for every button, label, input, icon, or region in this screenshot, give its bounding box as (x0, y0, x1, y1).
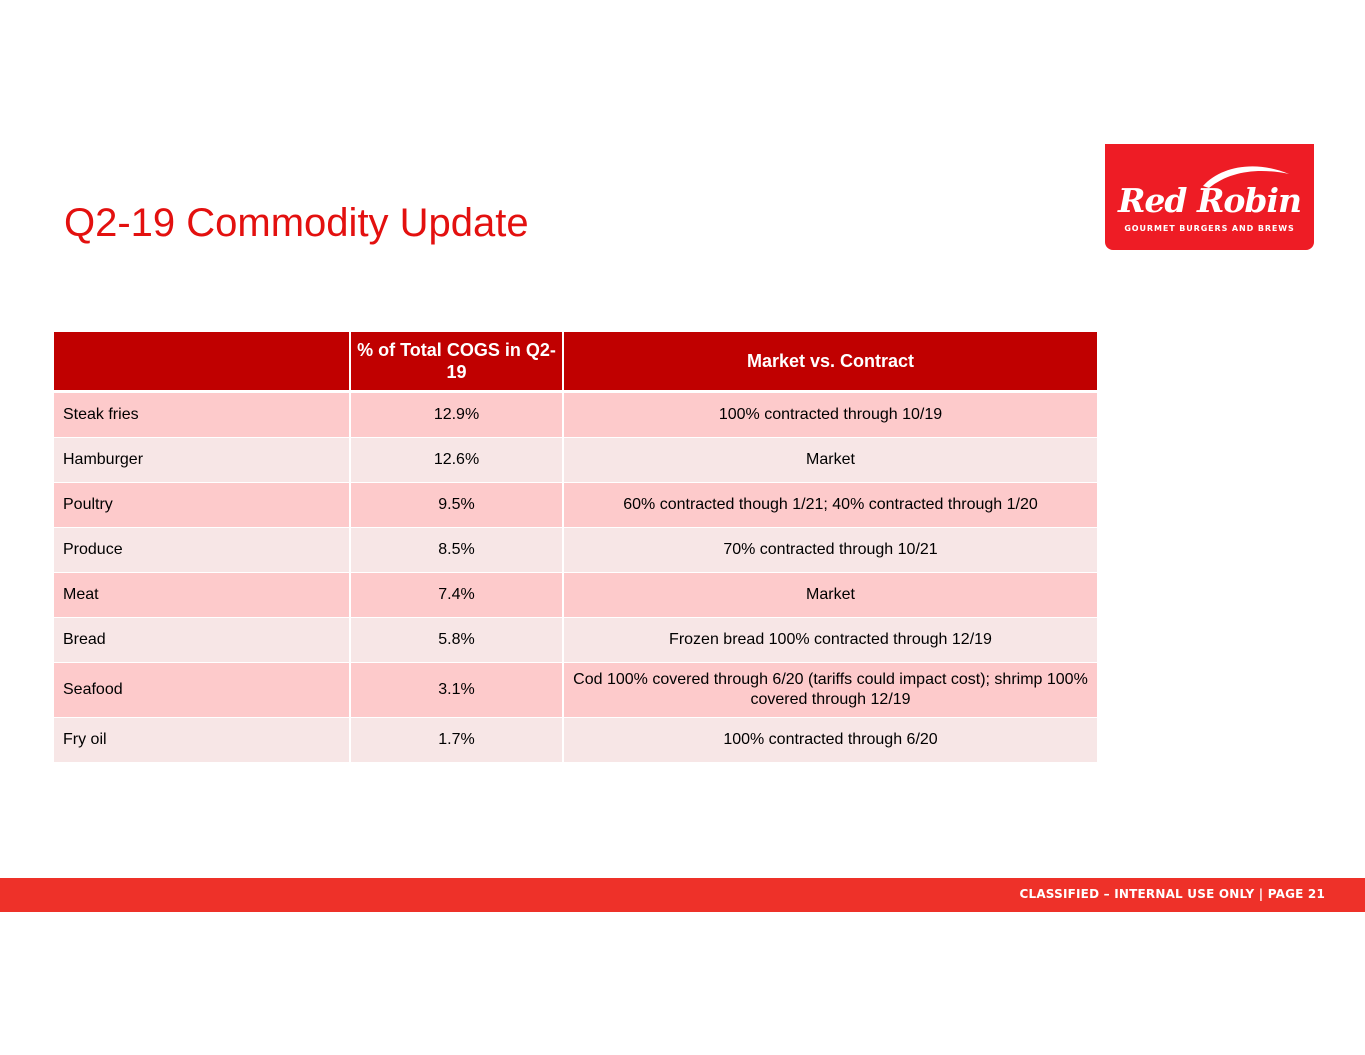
table-row (54, 663, 1097, 718)
table-row (54, 483, 1097, 528)
slide-title: Q2-19 Commodity Update (64, 201, 529, 245)
commodity-cell: Hamburger (54, 438, 351, 483)
commodity-cell: Seafood (54, 663, 351, 718)
commodity-table (54, 332, 1097, 763)
pct-cell: 8.5% (351, 528, 564, 573)
commodity-cell: Fry oil (54, 718, 351, 763)
status-cell: 60% contracted though 1/21; 40% contracted through 1/20 (564, 483, 1097, 528)
commodity-cell: Steak fries (54, 393, 351, 438)
pct-cell: 12.6% (351, 438, 564, 483)
table-row (54, 573, 1097, 618)
commodity-cell: Bread (54, 618, 351, 663)
logo-wordmark: Red Robin (1117, 181, 1302, 220)
header-market-vs-contract: Market vs. Contract (564, 332, 1097, 393)
commodity-cell: Poultry (54, 483, 351, 528)
status-cell: Frozen bread 100% contracted through 12/19 (564, 618, 1097, 663)
pct-cell: 5.8% (351, 618, 564, 663)
status-cell: Market (564, 438, 1097, 483)
status-cell: 70% contracted through 10/21 (564, 528, 1097, 573)
pct-cell: 1.7% (351, 718, 564, 763)
status-cell: Cod 100% covered through 6/20 (tariffs could impact cost); shrimp 100% covered through 12/19 (564, 663, 1097, 718)
status-cell: 100% contracted through 6/20 (564, 718, 1097, 763)
header-commodity (54, 332, 351, 393)
footer-bar (0, 878, 1365, 912)
table-header-row (54, 332, 1097, 393)
red-robin-logo (1105, 144, 1314, 250)
logo-tagline: GOURMET BURGERS AND BREWS (1124, 224, 1295, 233)
commodity-cell: Produce (54, 528, 351, 573)
pct-cell: 12.9% (351, 393, 564, 438)
table-row (54, 718, 1097, 763)
status-cell: 100% contracted through 10/19 (564, 393, 1097, 438)
pct-cell: 7.4% (351, 573, 564, 618)
table-row (54, 528, 1097, 573)
pct-cell: 3.1% (351, 663, 564, 718)
table-row (54, 393, 1097, 438)
pct-cell: 9.5% (351, 483, 564, 528)
commodity-cell: Meat (54, 573, 351, 618)
footer-classification: CLASSIFIED – INTERNAL USE ONLY | PAGE 21 (1019, 887, 1325, 901)
table-row (54, 438, 1097, 483)
table-row (54, 618, 1097, 663)
header-pct-cogs: % of Total COGS in Q2-19 (351, 332, 564, 393)
status-cell: Market (564, 573, 1097, 618)
